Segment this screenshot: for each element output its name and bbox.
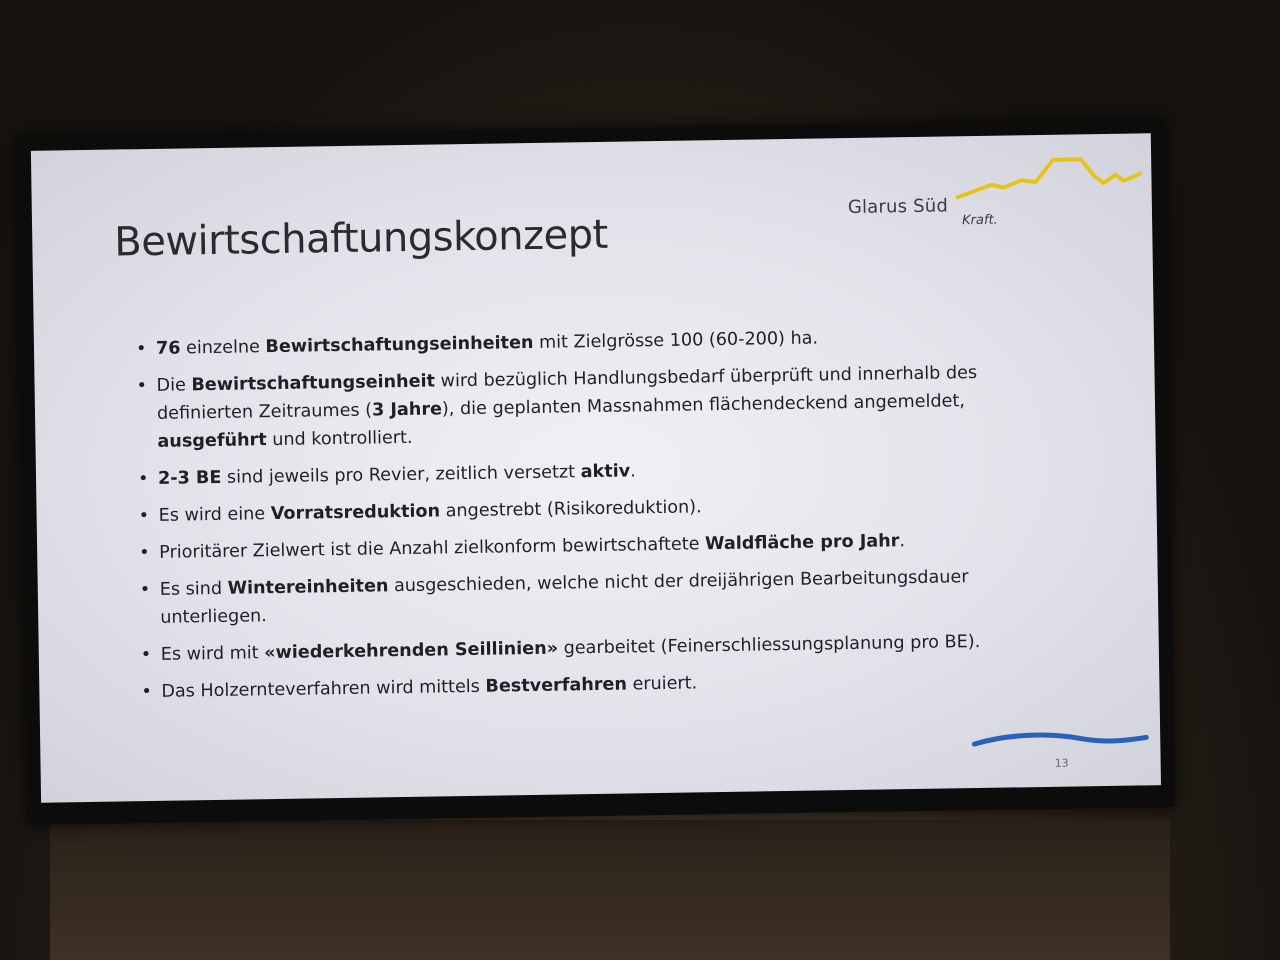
bullet-item <box>139 627 1019 669</box>
bullet-text: ausgeschieden, welche nicht der dreijährigen Bearbeitungsdauer unterliegen. <box>160 567 969 628</box>
bullet-text: ), die geplanten Massnahmen flächendeckend angemeldet, <box>441 391 966 420</box>
bullet-text: Es sind <box>159 578 228 600</box>
bullet-text-bold: Bewirtschaftungseinheit <box>191 371 436 396</box>
bullet-text: gearbeitet (Feinerschliessungsplanung pro BE). <box>557 631 981 659</box>
logo-name: Glarus Süd <box>847 195 949 219</box>
presentation-slide <box>31 133 1161 803</box>
bullet-text-bold: 2-3 BE <box>157 467 222 489</box>
bullet-text: Die <box>156 375 192 396</box>
bullet-dot-icon: • <box>140 645 152 666</box>
bullet-text: Es wird eine <box>158 504 271 526</box>
bullet-text-bold: «wiederkehrenden Seillinien» <box>264 638 559 664</box>
bullet-text-bold: Wintereinheiten <box>227 576 389 599</box>
wave-logo-icon <box>970 723 1150 756</box>
bullet-text-bold: 76 <box>155 338 181 359</box>
slide-title: Bewirtschaftungskonzept <box>113 211 609 266</box>
bullet-item <box>136 488 1016 530</box>
bullet-item <box>139 664 1019 706</box>
bullet-text: wird bezüglich Handlungsbedarf überprüft und innerhalb des definierten Zeitraumes ( <box>156 363 978 424</box>
bullet-item <box>134 321 1014 363</box>
bullet-item <box>137 525 1017 567</box>
bullet-text: angestrebt (Risikoreduktion). <box>439 497 702 522</box>
wall-below-screen <box>50 820 1170 960</box>
bullet-text: Prioritärer Zielwert ist die Anzahl zielkonform bewirtschaftete <box>159 534 706 563</box>
bullet-item <box>136 451 1016 493</box>
bullet-item <box>138 562 1019 632</box>
bullet-text-bold: 3 Jahre <box>371 399 443 421</box>
bullet-text-bold: aktiv <box>580 461 631 483</box>
bullet-text-bold: ausgeführt <box>157 430 267 452</box>
bullet-dot-icon: • <box>137 469 149 490</box>
bullet-text: mit Zielgrösse 100 (60-200) ha. <box>533 328 819 353</box>
bullet-text-bold: Bewirtschaftungseinheiten <box>265 332 534 358</box>
mountain-line-icon <box>831 138 1142 203</box>
bullet-text: Es wird mit <box>160 643 265 665</box>
glarus-sued-kraft-logo <box>831 138 1142 233</box>
tv-monitor <box>17 119 1176 825</box>
bullet-text-bold: Bestverfahren <box>485 674 628 697</box>
bullet-text: und kontrolliert. <box>266 427 413 451</box>
bullet-dot-icon: • <box>139 580 151 601</box>
logo-subtitle: Kraft. <box>961 212 998 229</box>
bullet-text: Das Holzernteverfahren wird mittels <box>161 676 486 702</box>
bullet-dot-icon: • <box>138 506 150 527</box>
page-number: 13 <box>1054 756 1069 770</box>
bullet-text-bold: Waldfläche pro Jahr <box>704 531 900 555</box>
bullet-list <box>134 321 1020 715</box>
bullet-text: eruiert. <box>626 673 698 695</box>
bullet-text: sind jeweils pro Revier, zeitlich versetzt <box>221 462 581 488</box>
bullet-dot-icon: • <box>136 376 148 397</box>
bullet-text: . <box>899 531 906 552</box>
bullet-item <box>134 358 1015 456</box>
bullet-dot-icon: • <box>135 339 147 360</box>
bullet-text-bold: Vorratsreduktion <box>270 501 441 525</box>
bullet-dot-icon: • <box>141 682 152 703</box>
bullet-text: . <box>629 461 636 482</box>
bullet-text: einzelne <box>180 337 266 359</box>
bullet-dot-icon: • <box>139 543 150 564</box>
